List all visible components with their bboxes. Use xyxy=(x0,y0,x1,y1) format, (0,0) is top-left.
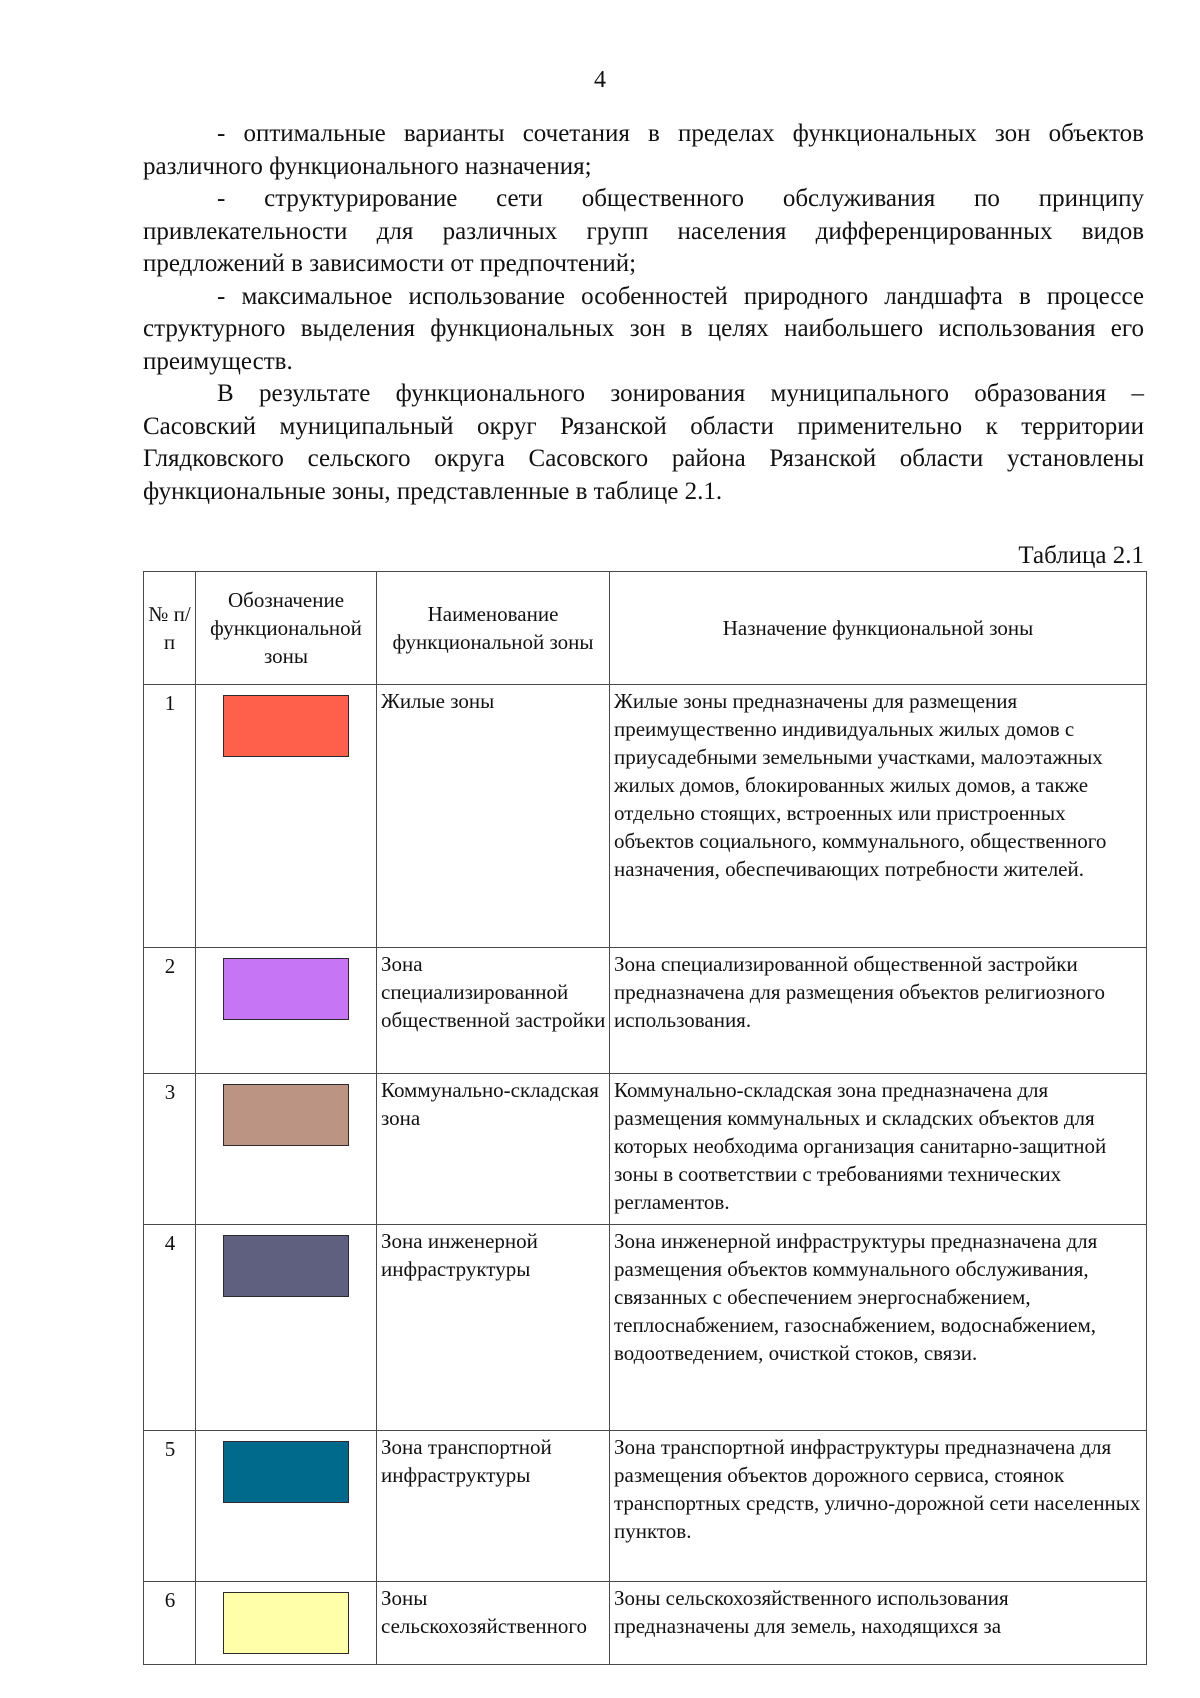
swatch-cell xyxy=(196,1225,377,1431)
paragraph-landscape: - максимальное использование особенностей природного ландшафта в процессе структурного выделения функциональных зон в целях наибольшего использования его преимуществ. xyxy=(143,282,1144,375)
swatch-cell xyxy=(196,1582,377,1665)
page-number: 4 xyxy=(594,67,606,93)
header-designation: Обозначение функциональной зоны xyxy=(196,572,377,685)
zone-purpose: Зоны сельскохозяйственного использования предназначены для земель, находящихся за xyxy=(610,1582,1147,1665)
row-num: 2 xyxy=(144,948,196,1074)
residential-zone-swatch-icon xyxy=(223,695,349,757)
zone-purpose: Жилые зоны предназначены для размещения преимущественно индивидуальных жилых домов с приусадебными земельными участками, малоэтажных жилых домов, блокированных жилых домов, а также отдельно стоящих, встроенных или пристроенных объектов социального, коммунального, общественного назначения, обеспечивающих потребности жителей. xyxy=(610,685,1147,948)
public-zone-swatch-icon xyxy=(223,958,349,1020)
header-num: № п/п xyxy=(144,572,196,685)
row-num: 6 xyxy=(144,1582,196,1665)
row-num: 4 xyxy=(144,1225,196,1431)
row-num: 5 xyxy=(144,1431,196,1582)
swatch-cell xyxy=(196,1074,377,1225)
zone-purpose: Зона специализированной общественной застройки предназначена для размещения объектов религиозного использования. xyxy=(610,948,1147,1074)
row-num: 1 xyxy=(144,685,196,948)
agricultural-zone-swatch-icon xyxy=(223,1592,349,1654)
table-row xyxy=(144,1074,1147,1225)
table-row xyxy=(144,1582,1147,1665)
transport-zone-swatch-icon xyxy=(223,1441,349,1503)
swatch-cell xyxy=(196,685,377,948)
zone-purpose: Зона инженерной инфраструктуры предназначена для размещения объектов коммунального обслуживания, связанных с обеспечением энергоснабжением, теплоснабжением, газоснабжением, водоснабжением, водоотведением, очисткой стоков, связи. xyxy=(610,1225,1147,1431)
paragraph-optimal-combinations: - оптимальные варианты сочетания в пределах функциональных зон объектов различного функционального назначения; xyxy=(143,120,1144,180)
paragraph-zoning-result: В результате функционального зонирования муниципального образования – Сасовский муниципальный округ Рязанской области применительно к территории Глядковского сельского округа Сасовского района Рязанской области установлены функциональные зоны, представленные в таблице 2.1. xyxy=(143,380,1144,505)
functional-zones-table xyxy=(143,571,1147,1665)
header-name: Наименование функциональной зоны xyxy=(377,572,610,685)
communal-zone-swatch-icon xyxy=(223,1084,349,1146)
body-text xyxy=(143,118,1144,508)
table-header-row xyxy=(144,572,1147,685)
table-row xyxy=(144,948,1147,1074)
zone-name: Жилые зоны xyxy=(377,685,610,948)
zone-name: Зоны сельскохозяйственного xyxy=(377,1582,610,1665)
zone-name: Зона транспортной инфраструктуры xyxy=(377,1431,610,1582)
table-caption: Таблица 2.1 xyxy=(1018,542,1144,569)
table-row xyxy=(144,685,1147,948)
zone-purpose: Коммунально-складская зона предназначена для размещения коммунальных и складских объектов для которых необходима организация санитарно-защитной зоны в соответствии с требованиями технических регламентов. xyxy=(610,1074,1147,1225)
engineering-zone-swatch-icon xyxy=(223,1235,349,1297)
zone-name: Зона специализированной общественной застройки xyxy=(377,948,610,1074)
row-num: 3 xyxy=(144,1074,196,1225)
swatch-cell xyxy=(196,948,377,1074)
paragraph-service-network: - структурирование сети общественного обслуживания по принципу привлекательности для различных групп населения дифференцированных видов предложений в зависимости от предпочтений; xyxy=(143,185,1144,277)
header-purpose: Назначение функциональной зоны xyxy=(610,572,1147,685)
swatch-cell xyxy=(196,1431,377,1582)
table-row xyxy=(144,1225,1147,1431)
table-row xyxy=(144,1431,1147,1582)
zone-purpose: Зона транспортной инфраструктуры предназначена для размещения объектов дорожного сервиса, стоянок транспортных средств, улично-дорожной сети населенных пунктов. xyxy=(610,1431,1147,1582)
zone-name: Коммунально-складская зона xyxy=(377,1074,610,1225)
zone-name: Зона инженерной инфраструктуры xyxy=(377,1225,610,1431)
